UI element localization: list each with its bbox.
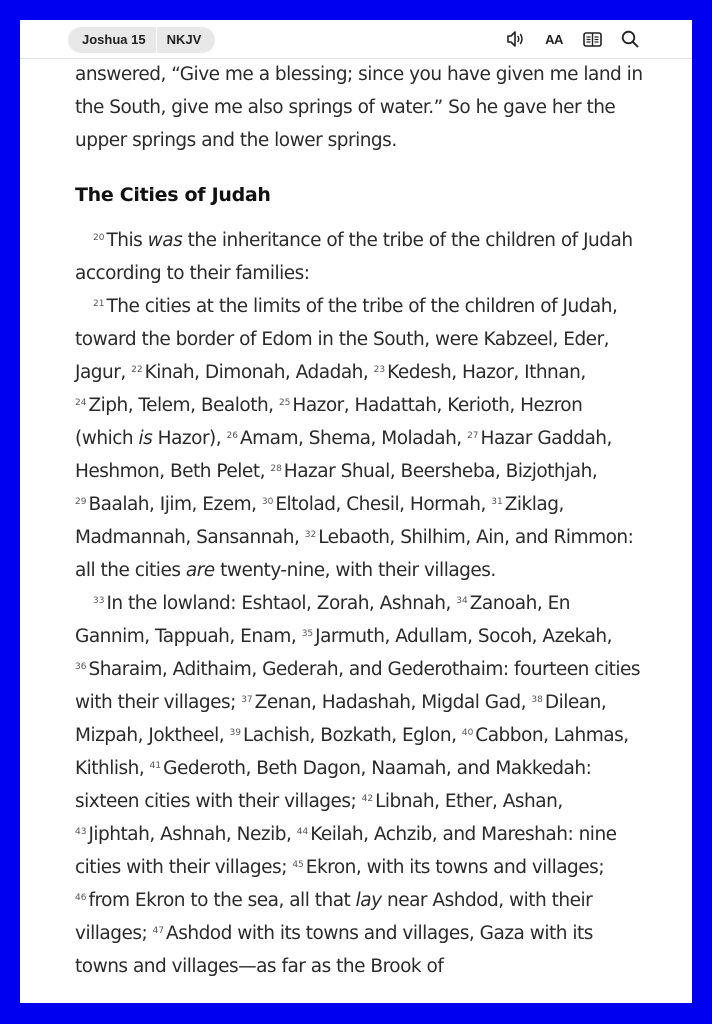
verse-number[interactable]: 39 <box>229 728 241 738</box>
verse-number[interactable]: 25 <box>278 398 291 408</box>
toolbar-icons <box>506 29 640 49</box>
top-bar <box>20 20 692 59</box>
verse-32-end: twenty-nine, with their villages. <box>214 560 496 581</box>
verse-number[interactable]: 40 <box>461 728 474 738</box>
verse-42: Libnah, Ether, Ashan, <box>375 791 563 812</box>
verse-number[interactable]: 38 <box>531 695 543 705</box>
verse-number[interactable]: 34 <box>456 596 468 606</box>
italic-word: are <box>185 560 215 581</box>
verse-24: Ziph, Telem, Bealoth, <box>88 395 279 416</box>
verse-number[interactable]: 45 <box>292 860 304 870</box>
verse-37: Zenan, Hadashah, Migdal Gad, <box>254 692 532 713</box>
verse-number[interactable]: 46 <box>75 893 87 903</box>
verse-number[interactable]: 21 <box>93 299 105 309</box>
verse-number[interactable]: 22 <box>131 365 143 375</box>
verse-number[interactable]: 23 <box>373 365 386 375</box>
verse-25-end: Hazor), <box>152 428 227 449</box>
search-icon[interactable] <box>620 29 640 49</box>
verse-number[interactable]: 47 <box>152 926 165 936</box>
verse-28: Hazar Shual, Beersheba, Bizjothjah, <box>283 461 598 482</box>
book-chapter-button[interactable]: Joshua 15 <box>82 32 146 47</box>
verse-44: Keilah, Achzib, and Mareshah: nine cities with their villages; <box>75 824 617 878</box>
verse-33: In the lowland: Eshtaol, Zorah, Ashnah, <box>106 593 457 614</box>
verse-43: Jiphtah, Ashnah, Nezib, <box>88 824 297 845</box>
verse-number[interactable]: 32 <box>304 530 317 540</box>
text-size-icon[interactable]: AA <box>545 31 563 47</box>
chapter-text <box>75 58 645 983</box>
italic-word: was <box>147 230 183 251</box>
verse-number[interactable]: 31 <box>491 497 503 507</box>
verse-41: Gederoth, Beth Dagon, Naamah, and Makkedah: sixteen cities with their villages; <box>75 758 592 812</box>
verse-20 <box>75 224 645 290</box>
verse-19-continuation: answered, “Give me a blessing; since you have given me land in the South, give me also springs of water.” So he gave her the upper springs and the lower springs. <box>75 64 643 151</box>
verse-number[interactable]: 20 <box>93 233 105 243</box>
verse-45: Ekron, with its towns and villages; <box>305 857 605 878</box>
verse-34: Zanoah, En Gannim, Tappuah, Enam, <box>75 593 571 647</box>
verse-27: Hazar Gaddah, Heshmon, Beth Pelet, <box>75 428 612 482</box>
verse-29: Baalah, Ijim, Ezem, <box>88 494 262 515</box>
verse-21: The cities at the limits of the tribe of the children of Judah, toward the border of Edom in the South, were Kabzeel, Eder, Jagur, <box>75 296 618 383</box>
verse-30: Eltolad, Chesil, Hormah, <box>275 494 492 515</box>
verse-text: This <box>106 230 148 251</box>
paragraph-33-47 <box>75 587 645 983</box>
verse-38: Dilean, Mizpah, Joktheel, <box>75 692 607 746</box>
verse-number[interactable]: 37 <box>241 695 253 705</box>
reader-page <box>20 20 692 1003</box>
verse-number[interactable]: 43 <box>75 827 87 837</box>
section-heading: The Cities of Judah <box>75 184 271 206</box>
verse-26: Amam, Shema, Moladah, <box>239 428 468 449</box>
verse-number[interactable]: 27 <box>467 431 479 441</box>
verse-number[interactable]: 28 <box>270 464 282 474</box>
verse-22: Kinah, Dimonah, Adadah, <box>144 362 374 383</box>
verse-25: Hazor, Hadattah, Kerioth, Hezron (which <box>75 395 583 449</box>
italic-word: lay <box>355 890 382 911</box>
verse-32: Lebaoth, Shilhim, Ain, and Rimmon: all the cities <box>75 527 634 581</box>
verse-number[interactable]: 24 <box>75 398 87 408</box>
parallel-view-icon[interactable] <box>582 29 602 49</box>
verse-47: Ashdod with its towns and villages, Gaza with its towns and villages—as far as the Brook of <box>75 923 593 977</box>
verse-number[interactable]: 42 <box>361 794 374 804</box>
verse-number[interactable]: 26 <box>226 431 238 441</box>
paragraph-21-32 <box>75 290 645 587</box>
version-button[interactable]: NKJV <box>166 32 202 47</box>
verse-number[interactable]: 35 <box>301 629 314 639</box>
verse-number[interactable]: 36 <box>75 662 87 672</box>
speaker-icon[interactable] <box>506 29 526 49</box>
verse-number[interactable]: 29 <box>75 497 87 507</box>
verse-40: Cabbon, Lahmas, Kithlish, <box>75 725 629 779</box>
verse-number[interactable]: 30 <box>261 497 274 507</box>
verse-number[interactable]: 44 <box>296 827 309 837</box>
verse-text: the inheritance of the tribe of the children of Judah according to their families: <box>75 230 633 284</box>
italic-word: is <box>138 428 153 449</box>
verse-23: Kedesh, Hazor, Ithnan, <box>387 362 586 383</box>
verse-39: Lachish, Bozkath, Eglon, <box>242 725 462 746</box>
verse-46-end: near Ashdod, with their villages; <box>75 890 593 944</box>
passage-selector <box>68 27 215 53</box>
verse-35: Jarmuth, Adullam, Socoh, Azekah, <box>315 626 613 647</box>
verse-number[interactable]: 41 <box>149 761 162 771</box>
verse-number[interactable]: 33 <box>93 596 105 606</box>
verse-46: from Ekron to the sea, all that <box>88 890 356 911</box>
verse-31: Ziklag, Madmannah, Sansannah, <box>75 494 564 548</box>
verse-36: Sharaim, Adithaim, Gederah, and Gederothaim: fourteen cities with their villages; <box>75 659 640 713</box>
